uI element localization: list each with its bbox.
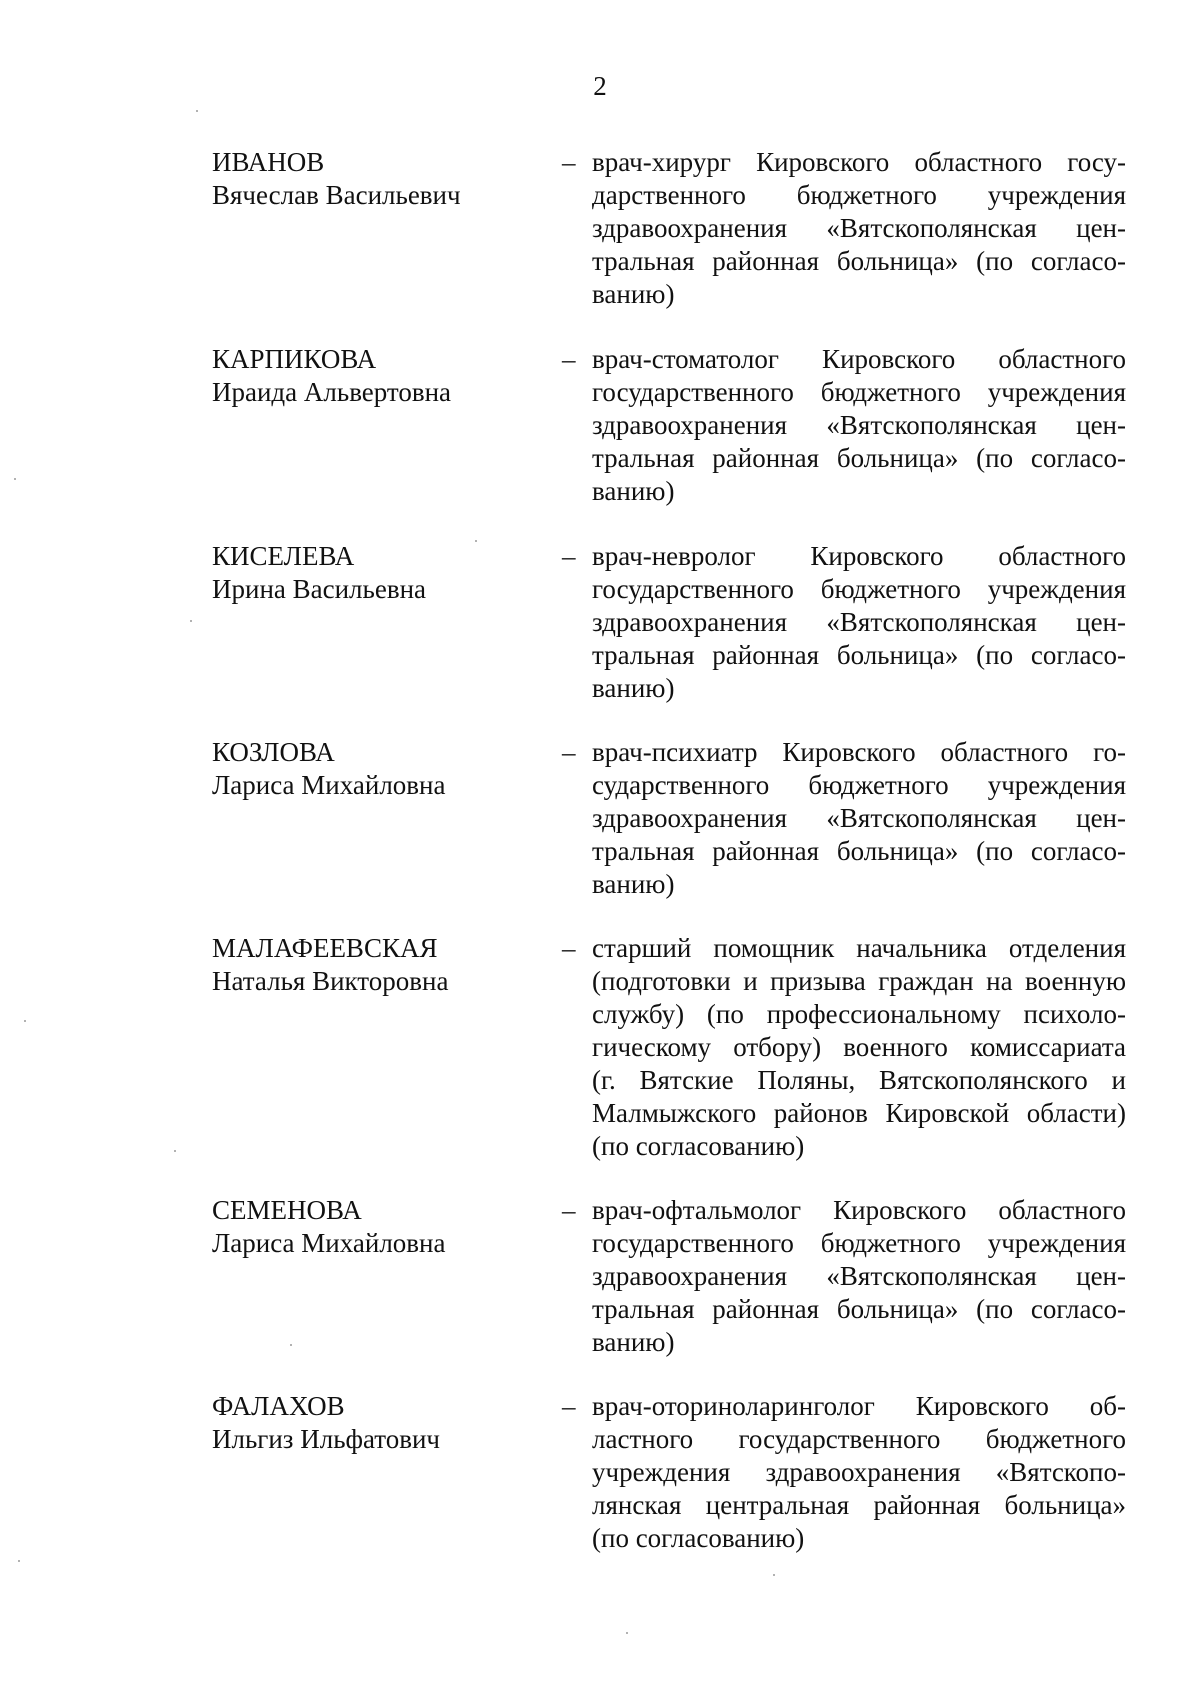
- member-description: [592, 1390, 1126, 1555]
- description-line: государственного бюджетного учреждения: [592, 1228, 1126, 1258]
- description-line: тральная районная больница» (по согласо-: [592, 640, 1126, 670]
- member-name: [212, 932, 542, 998]
- member-description: [592, 736, 1126, 901]
- scan-speck: [14, 478, 16, 480]
- description-line: ванию): [592, 1327, 675, 1357]
- entry-dash: –: [562, 344, 576, 374]
- scan-speck: [773, 1574, 775, 1576]
- member-surname: КИСЕЛЕВА: [212, 541, 355, 571]
- member-given-names: Лариса Михайловна: [212, 770, 446, 800]
- scan-speck: [174, 1150, 176, 1152]
- description-line: дарственного бюджетного учреждения: [592, 180, 1126, 210]
- member-description: [592, 540, 1126, 705]
- description-line: учреждения здравоохранения «Вятскопо-: [592, 1457, 1126, 1487]
- member-given-names: Вячеслав Васильевич: [212, 180, 461, 210]
- entry-dash: –: [562, 541, 576, 571]
- description-line: здравоохранения «Вятскополянская цен-: [592, 213, 1126, 243]
- description-line: Малмыжского районов Кировской области): [592, 1098, 1126, 1128]
- entry-dash: –: [562, 1195, 576, 1225]
- member-description: [592, 932, 1126, 1163]
- description-line: гическому отбору) военного комиссариата: [592, 1032, 1126, 1062]
- description-line: ванию): [592, 673, 675, 703]
- scan-speck: [626, 1632, 628, 1634]
- description-line: государственного бюджетного учреждения: [592, 377, 1126, 407]
- member-given-names: Ирина Васильевна: [212, 574, 427, 604]
- description-line: лянская центральная районная больница»: [592, 1490, 1126, 1520]
- description-line: государственного бюджетного учреждения: [592, 574, 1126, 604]
- description-line: ванию): [592, 279, 675, 309]
- entry-dash: –: [562, 737, 576, 767]
- member-given-names: Наталья Викторовна: [212, 966, 449, 996]
- description-line: здравоохранения «Вятскополянская цен-: [592, 607, 1126, 637]
- scan-speck: [196, 110, 198, 112]
- member-name: [212, 343, 542, 409]
- scan-speck: [190, 620, 192, 622]
- description-line: службу) (по профессиональному психоло-: [592, 999, 1126, 1029]
- scan-speck: [290, 1344, 292, 1346]
- description-line: врач-хирург Кировского областного госу-: [592, 147, 1126, 177]
- member-name: [212, 1194, 542, 1260]
- member-description: [592, 146, 1126, 311]
- description-line: врач-офтальмолог Кировского областного: [592, 1195, 1126, 1225]
- description-line: врач-стоматолог Кировского областного: [592, 344, 1126, 374]
- description-line: врач-оториноларинголог Кировского об-: [592, 1391, 1126, 1421]
- description-line: ванию): [592, 869, 675, 899]
- description-line: здравоохранения «Вятскополянская цен-: [592, 410, 1126, 440]
- scan-speck: [475, 540, 477, 542]
- scan-speck: [24, 1020, 26, 1022]
- member-name: [212, 736, 542, 802]
- description-line: (подготовки и призыва граждан на военную: [592, 966, 1126, 996]
- member-given-names: Ильгиз Ильфатович: [212, 1424, 441, 1454]
- entry-dash: –: [562, 147, 576, 177]
- page-number: 2: [593, 71, 607, 101]
- description-line: тральная районная больница» (по согласо-: [592, 836, 1126, 866]
- description-line: (по согласованию): [592, 1131, 805, 1161]
- description-line: (г. Вятские Поляны, Вятскополянского и: [592, 1065, 1126, 1095]
- description-line: тральная районная больница» (по согласо-: [592, 1294, 1126, 1324]
- member-description: [592, 1194, 1126, 1359]
- entry-dash: –: [562, 933, 576, 963]
- member-name: [212, 1390, 542, 1456]
- member-surname: СЕМЕНОВА: [212, 1195, 362, 1225]
- member-description: [592, 343, 1126, 508]
- description-line: старший помощник начальника отделения: [592, 933, 1126, 963]
- entry-dash: –: [562, 1391, 576, 1421]
- member-name: [212, 540, 542, 606]
- member-surname: МАЛАФЕЕВСКАЯ: [212, 933, 438, 963]
- member-surname: КОЗЛОВА: [212, 737, 335, 767]
- description-line: здравоохранения «Вятскополянская цен-: [592, 803, 1126, 833]
- description-line: тральная районная больница» (по согласо-: [592, 246, 1126, 276]
- description-line: здравоохранения «Вятскополянская цен-: [592, 1261, 1126, 1291]
- member-name: [212, 146, 542, 212]
- description-line: ластного государственного бюджетного: [592, 1424, 1126, 1454]
- description-line: (по согласованию): [592, 1523, 805, 1553]
- member-given-names: Ираида Альвертовна: [212, 377, 452, 407]
- member-surname: ИВАНОВ: [212, 147, 325, 177]
- description-line: тральная районная больница» (по согласо-: [592, 443, 1126, 473]
- scan-speck: [18, 1560, 20, 1562]
- description-line: врач-психиатр Кировского областного го-: [592, 737, 1126, 767]
- member-given-names: Лариса Михайловна: [212, 1228, 446, 1258]
- description-line: сударственного бюджетного учреждения: [592, 770, 1126, 800]
- description-line: врач-невролог Кировского областного: [592, 541, 1126, 571]
- description-line: ванию): [592, 476, 675, 506]
- member-surname: ФАЛАХОВ: [212, 1391, 345, 1421]
- member-surname: КАРПИКОВА: [212, 344, 377, 374]
